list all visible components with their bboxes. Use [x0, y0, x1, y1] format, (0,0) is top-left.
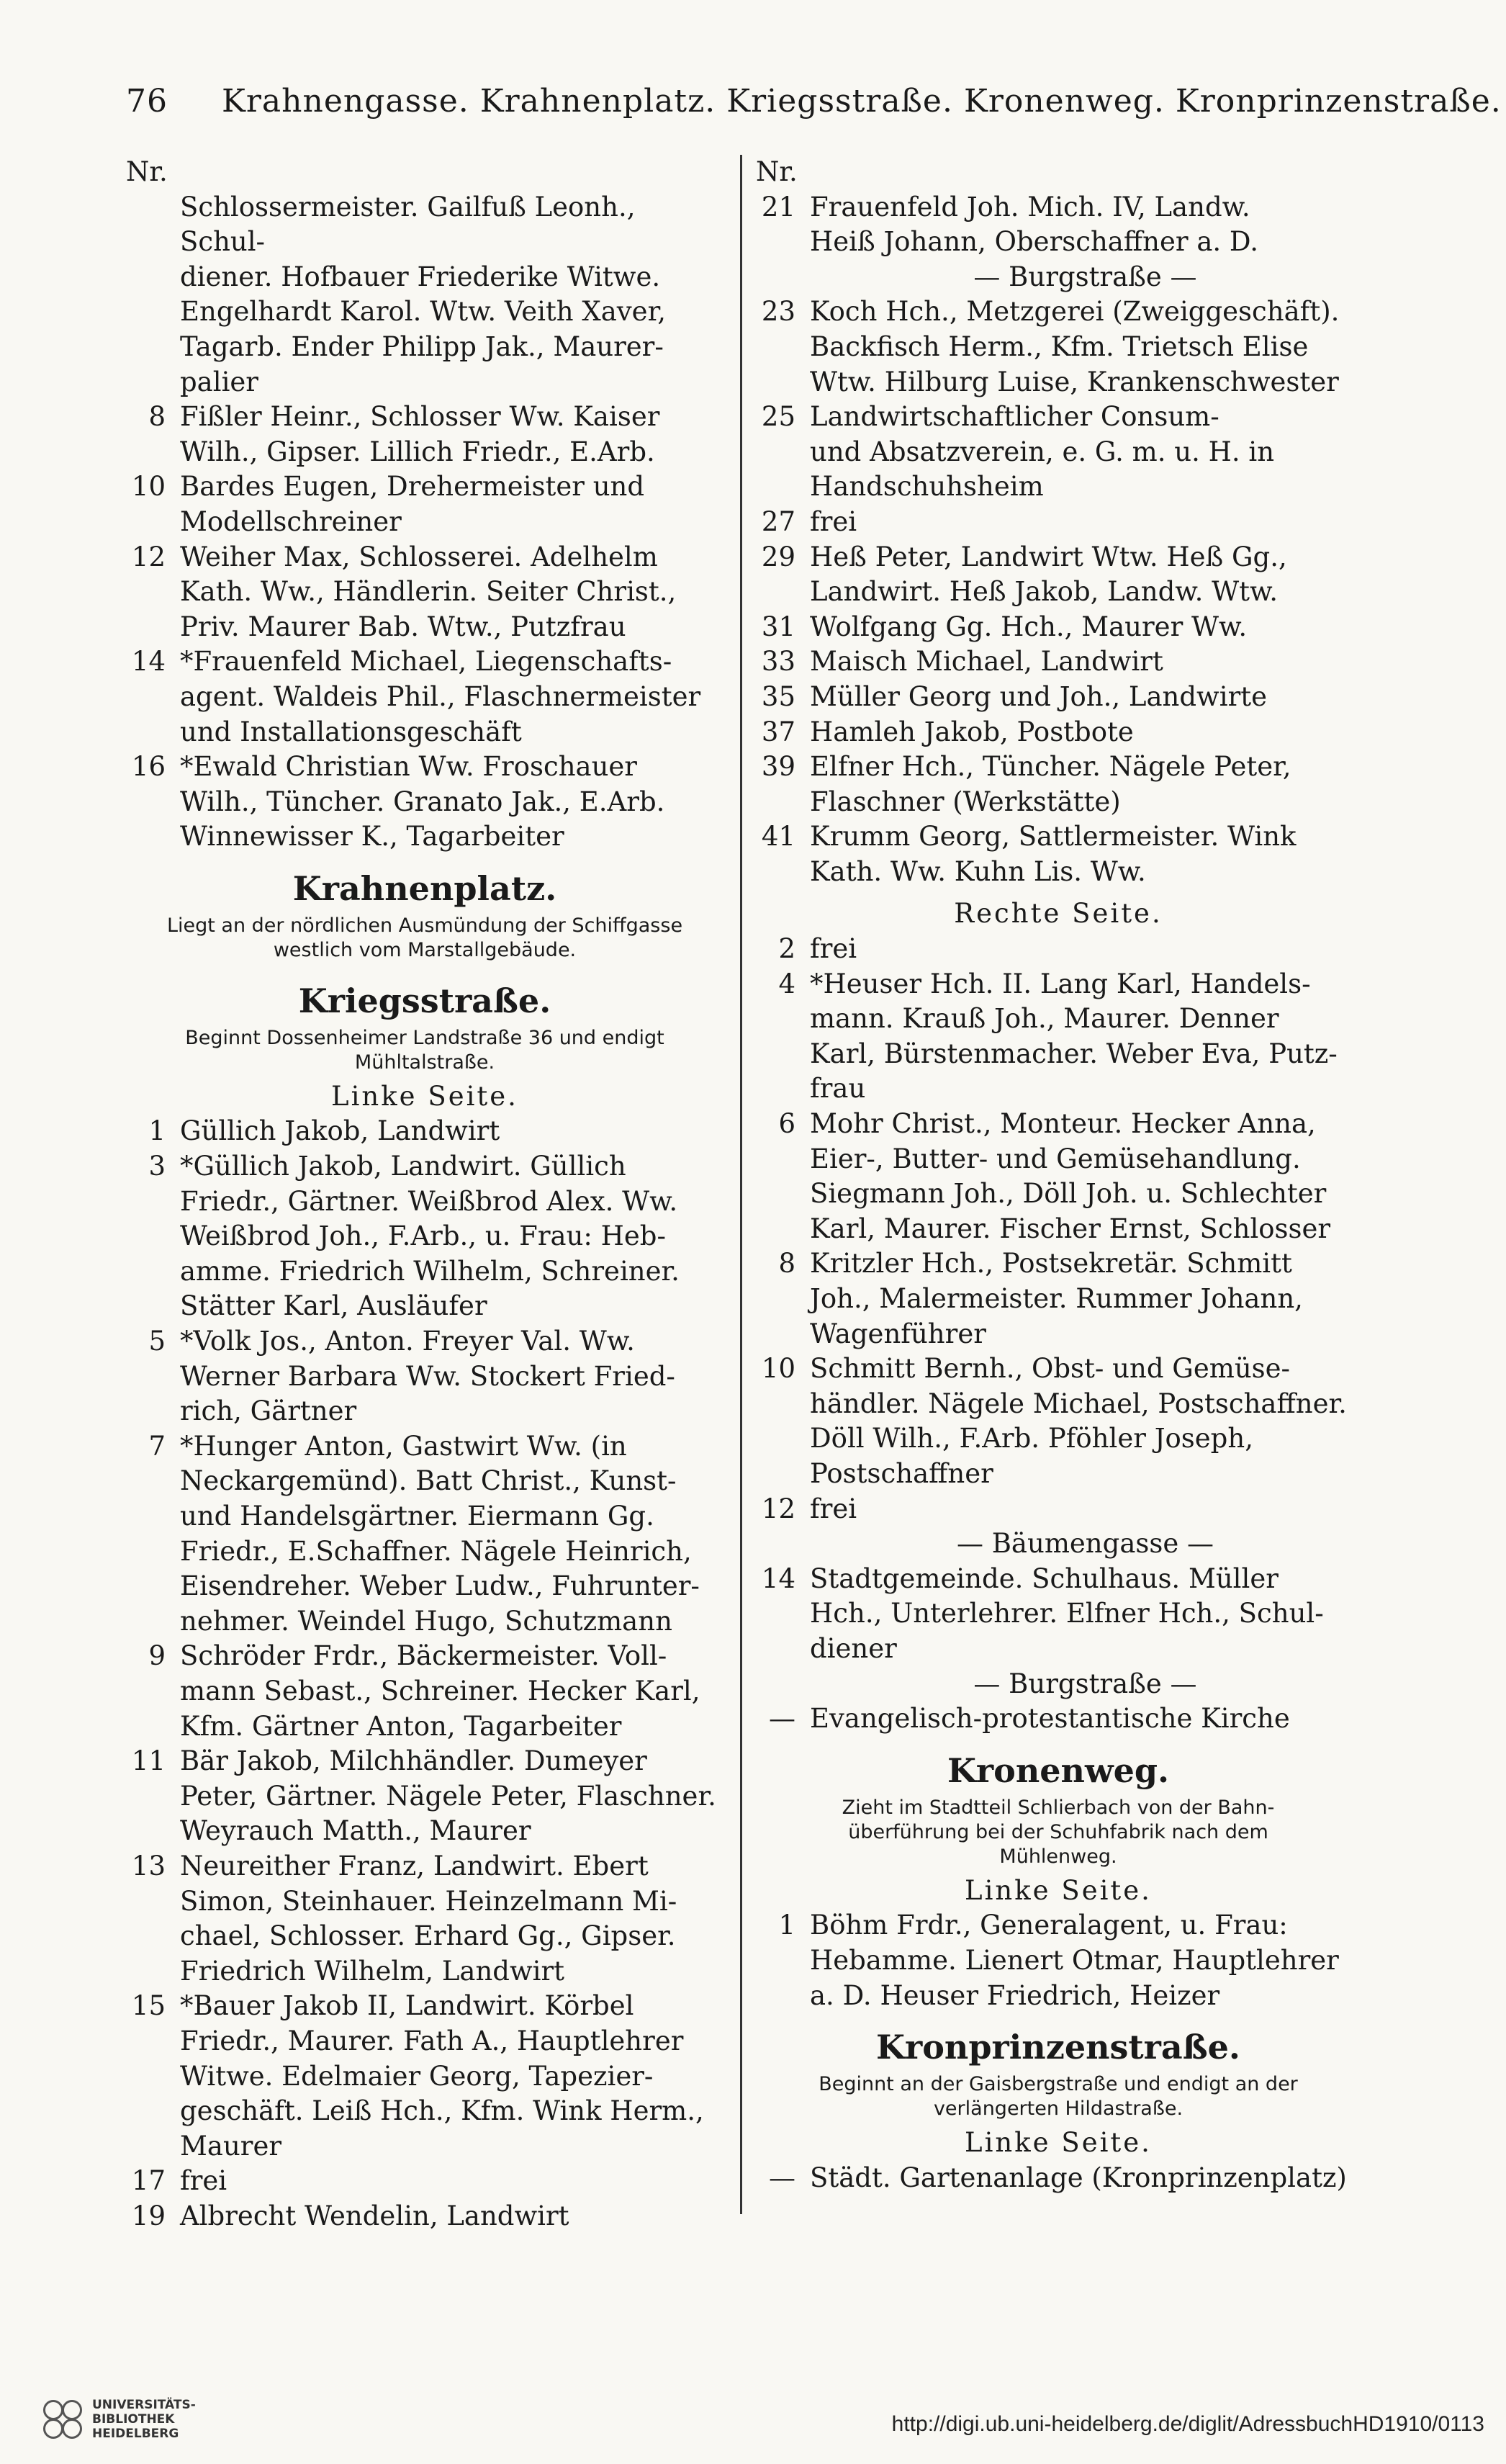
entry-text: Friedr., Maurer. Fath A., Hauptlehrer — [180, 2025, 684, 2056]
entry-line — [126, 1534, 723, 1570]
entry-text: Flaschner (Werkstätte) — [810, 786, 1121, 817]
krahnengasse-even-entries — [756, 932, 1361, 1737]
house-number: 31 — [761, 611, 795, 642]
entry-line — [756, 1002, 1361, 1037]
entry-line — [756, 330, 1361, 365]
entry-text: Wilh., Gipser. Lillich Friedr., E.Arb. — [180, 436, 655, 467]
house-number: 33 — [761, 646, 795, 678]
entry-line — [756, 1457, 1361, 1492]
entry-line — [126, 1464, 723, 1499]
entry-line — [126, 1849, 723, 1884]
entry-line — [756, 715, 1361, 750]
kronenweg-note: Zieht im Stadtteil Schlierbach von der Bahn- überführung bei der Schuhfabrik nach dem Mühlenweg. — [842, 1796, 1275, 1868]
entry-text: Maurer — [180, 2130, 282, 2162]
entry-line — [756, 1246, 1361, 1282]
entry-text: frei — [810, 933, 857, 965]
entry-text: Müller Georg und Joh., Landwirte — [810, 680, 1268, 712]
house-number: 37 — [761, 716, 795, 747]
entry-line — [756, 750, 1361, 785]
house-number: 1 — [778, 1910, 795, 1941]
entry-text: *Frauenfeld Michael, Liegenschafts- — [180, 646, 672, 678]
krahnengasse-odd-entries — [756, 190, 1361, 890]
entry-line — [126, 644, 723, 680]
entry-line — [756, 1071, 1361, 1107]
entry-text: Weyrauch Matth., Maurer — [180, 1815, 531, 1847]
entry-text: *Güllich Jakob, Landwirt. Güllich — [180, 1151, 626, 1182]
entry-text: Karl, Maurer. Fischer Ernst, Schlosser — [810, 1213, 1331, 1244]
entry-text: Tagarb. Ender Philipp Jak., Maurer- — [180, 331, 664, 362]
entry-text: Albrecht Wendelin, Landwirt — [180, 2200, 569, 2231]
entry-text: Koch Hch., Metzgerei (Zweiggeschäft). — [810, 296, 1340, 328]
entry-text: frei — [810, 505, 857, 537]
entry-line — [126, 2024, 723, 2059]
entry-text: Wtw. Hilburg Luise, Krankenschwester — [810, 366, 1339, 397]
entry-line — [756, 1632, 1361, 1667]
house-number: 8 — [778, 1248, 795, 1280]
entry-text: frei — [810, 1493, 857, 1524]
entry-text: Friedr., Gärtner. Weißbrod Alex. Ww. — [180, 1185, 678, 1217]
entry-text: *Volk Jos., Anton. Freyer Val. Ww. — [180, 1326, 635, 1357]
entry-line — [756, 400, 1361, 435]
entry-text: chael, Schlosser. Erhard Gg., Gipser. — [180, 1920, 676, 1952]
house-number: 9 — [148, 1640, 166, 1672]
entry-text: palier — [180, 366, 258, 397]
entry-text: Handschuhsheim — [810, 471, 1044, 503]
entry-line — [126, 1709, 723, 1745]
left-column — [126, 155, 723, 2234]
house-number: 11 — [131, 1745, 166, 1777]
entry-line — [126, 575, 723, 610]
house-number: 1 — [148, 1115, 166, 1147]
entry-text: Priv. Maurer Bab. Wtw., Putzfrau — [180, 611, 626, 642]
entry-text: Neckargemünd). Batt Christ., Kunst- — [180, 1465, 677, 1497]
kriegsstrasse-heading: Kriegsstraße. — [298, 981, 551, 1020]
entry-line — [756, 505, 1361, 540]
entry-text: Friedrich Wilhelm, Landwirt — [180, 1955, 565, 1987]
entry-text: Eier-, Butter- und Gemüsehandlung. — [810, 1143, 1301, 1174]
entry-line — [126, 1919, 723, 1954]
entry-text: Böhm Frdr., Generalagent, u. Frau: — [810, 1910, 1288, 1941]
entry-text: Werner Barbara Ww. Stockert Fried- — [180, 1360, 675, 1392]
entry-line — [126, 819, 723, 855]
entry-line — [126, 1394, 723, 1429]
entry-text: Winnewisser K., Tagarbeiter — [180, 821, 564, 853]
entry-line — [126, 2094, 723, 2129]
entry-text: Stadtgemeinde. Schulhaus. Müller — [810, 1563, 1279, 1594]
entry-line — [756, 785, 1361, 820]
entry-text: Landwirt. Heß Jakob, Landw. Wtw. — [810, 576, 1279, 608]
house-number: 27 — [761, 505, 795, 537]
entry-line — [126, 1779, 723, 1815]
entry-line — [756, 610, 1361, 645]
entry-text: Postschaffner — [810, 1457, 993, 1489]
entry-text: frei — [180, 2165, 227, 2197]
entry-line — [756, 1387, 1361, 1422]
house-number: 13 — [131, 1850, 166, 1881]
entry-line — [756, 190, 1361, 225]
entry-text: diener. Hofbauer Friederike Witwe. — [180, 261, 661, 292]
entry-line — [126, 680, 723, 715]
entry-text: Kfm. Gärtner Anton, Tagarbeiter — [180, 1710, 622, 1742]
nr-label: Nr. — [756, 156, 798, 187]
entry-line — [756, 644, 1361, 680]
entry-text: Peter, Gärtner. Nägele Peter, Flaschner. — [180, 1780, 716, 1812]
entry-text: Kritzler Hch., Postsekretär. Schmitt — [810, 1248, 1292, 1280]
entry-line — [756, 1177, 1361, 1212]
entry-line — [756, 819, 1361, 855]
entry-text: Maisch Michael, Landwirt — [810, 646, 1163, 678]
entry-text: und Absatzverein, e. G. m. u. H. in — [810, 436, 1275, 467]
entry-text: mann. Krauß Joh., Maurer. Denner — [810, 1003, 1279, 1035]
entry-text: Stätter Karl, Ausläufer — [180, 1290, 487, 1322]
entry-text: Döll Wilh., F.Arb. Pföhler Joseph, — [810, 1423, 1253, 1454]
entry-line — [126, 1814, 723, 1849]
entry-line — [756, 680, 1361, 715]
entry-line — [126, 1499, 723, 1534]
entry-text: Witwe. Edelmaier Georg, Tapezier- — [180, 2060, 654, 2092]
entry-line — [126, 469, 723, 505]
entry-line — [126, 260, 723, 295]
entry-line — [126, 2059, 723, 2095]
entry-line — [756, 294, 1361, 330]
entry-line — [126, 505, 723, 540]
entry-line — [756, 435, 1361, 470]
krahnenplatz-heading: Krahnenplatz. — [292, 868, 557, 908]
entry-line — [756, 967, 1361, 1002]
house-number: 2 — [778, 933, 795, 965]
entry-text: Fißler Heinr., Schlosser Ww. Kaiser — [180, 401, 660, 433]
kriegsstrasse-side-label: Linke Seite. — [331, 1080, 518, 1112]
entry-line — [126, 1324, 723, 1359]
entry-line — [126, 294, 723, 330]
entry-line — [756, 1701, 1361, 1737]
entry-text: a. D. Heuser Friedrich, Heizer — [810, 1979, 1220, 2011]
entry-line — [126, 1289, 723, 1324]
library-logo — [43, 2394, 216, 2445]
entry-line — [126, 1674, 723, 1709]
entry-line — [756, 575, 1361, 610]
entry-text: *Bauer Jakob II, Landwirt. Körbel — [180, 1990, 634, 2022]
entry-line — [756, 1492, 1361, 1527]
house-number: 14 — [131, 646, 166, 678]
house-number: — — [769, 2162, 795, 2193]
house-number: 12 — [761, 1493, 795, 1524]
nr-label: Nr. — [126, 156, 168, 187]
entry-line — [126, 1569, 723, 1604]
entry-text: Hebamme. Lienert Otmar, Hauptlehrer — [810, 1944, 1339, 1976]
entry-text: händler. Nägele Michael, Postschaffner. — [810, 1388, 1347, 1419]
entry-line — [756, 1562, 1361, 1597]
entry-text: Eisendreher. Weber Ludw., Fuhrunter- — [180, 1570, 700, 1602]
house-number: 10 — [761, 1353, 795, 1385]
krahnenplatz-note: Liegt an der nördlichen Ausmündung der Schiffgasse westlich vom Marstallgebäude. — [166, 914, 683, 961]
entry-line — [126, 190, 723, 260]
entry-line — [126, 785, 723, 820]
entry-line — [126, 1359, 723, 1395]
entry-line — [756, 1212, 1361, 1247]
entry-line — [126, 400, 723, 435]
entry-line — [756, 1282, 1361, 1317]
entry-line — [126, 1254, 723, 1290]
entry-text: Bardes Eugen, Drehermeister und — [180, 471, 645, 503]
page-number: 76 — [126, 83, 168, 120]
entry-text: nehmer. Weindel Hugo, Schutzmann — [180, 1605, 672, 1637]
entry-line — [756, 1908, 1361, 1943]
entry-line — [126, 610, 723, 645]
entry-line — [126, 365, 723, 400]
house-number: 5 — [148, 1326, 166, 1357]
entry-text: Simon, Steinhauer. Heinzelmann Mi- — [180, 1885, 677, 1917]
entry-text: Modellschreiner — [180, 505, 402, 537]
entry-line — [126, 1184, 723, 1220]
entry-text: mann Sebast., Schreiner. Hecker Karl, — [180, 1675, 700, 1707]
entry-line — [126, 540, 723, 575]
entry-text: diener — [810, 1632, 897, 1664]
house-number: 15 — [131, 1990, 166, 2022]
page-header — [126, 83, 1502, 120]
entry-text: Siegmann Joh., Döll Joh. u. Schlechter — [810, 1178, 1327, 1210]
entry-line — [126, 715, 723, 750]
entry-line — [756, 260, 1361, 295]
entry-text: frau — [810, 1073, 866, 1105]
entry-text: — Bäumengasse — — [956, 1528, 1214, 1560]
entry-line — [756, 1352, 1361, 1387]
entry-text: Hamleh Jakob, Postbote — [810, 716, 1134, 747]
entry-text: Backfisch Herm., Kfm. Trietsch Elise — [810, 331, 1309, 362]
entry-line — [126, 1954, 723, 1989]
entry-line — [756, 225, 1361, 260]
entry-line — [126, 2164, 723, 2199]
entry-line — [756, 1979, 1361, 2014]
entry-line — [126, 1989, 723, 2024]
entry-text: — Burgstraße — — [973, 261, 1197, 292]
entry-line — [126, 1429, 723, 1465]
entry-text: Engelhardt Karol. Wtw. Veith Xaver, — [180, 296, 666, 328]
entry-text: Heiß Johann, Oberschaffner a. D. — [810, 226, 1259, 258]
entry-line — [756, 1107, 1361, 1142]
entry-text: Schmitt Bernh., Obst- und Gemüse- — [810, 1353, 1291, 1385]
house-number: 3 — [148, 1151, 166, 1182]
kronenweg-side-label: Linke Seite. — [965, 1874, 1152, 1906]
kronenweg-entries — [756, 1908, 1361, 2013]
entry-text: amme. Friedrich Wilhelm, Schreiner. — [180, 1255, 680, 1287]
entry-line — [756, 1421, 1361, 1457]
entry-line — [126, 435, 723, 470]
house-number: 10 — [131, 471, 166, 503]
entry-text: — Burgstraße — — [973, 1668, 1197, 1699]
house-number: 35 — [761, 680, 795, 712]
house-number: 21 — [761, 191, 795, 222]
kronprinzenstrasse-side-label: Linke Seite. — [965, 2127, 1152, 2159]
entry-text: Wilh., Tüncher. Granato Jak., E.Arb. — [180, 786, 665, 817]
entry-text: Güllich Jakob, Landwirt — [180, 1115, 500, 1147]
kronprinzenstrasse-note: Beginnt an der Gaisbergstraße und endigt an der verlängerten Hildastraße. — [819, 2073, 1298, 2121]
entry-text: Weiher Max, Schlosserei. Adelhelm — [180, 541, 658, 572]
entry-text: und Installationsgeschäft — [180, 716, 522, 747]
entry-text: agent. Waldeis Phil., Flaschnermeister — [180, 680, 701, 712]
entry-text: Wolfgang Gg. Hch., Maurer Ww. — [810, 611, 1248, 642]
entry-line — [126, 2199, 723, 2234]
entry-text: Kath. Ww., Händlerin. Seiter Christ., — [180, 576, 677, 608]
entry-text: Städt. Gartenanlage (Kronprinzenplatz) — [810, 2162, 1347, 2193]
house-number: 25 — [761, 401, 795, 433]
entry-line — [126, 1149, 723, 1184]
entry-text: *Hunger Anton, Gastwirt Ww. (in — [180, 1430, 627, 1462]
entry-text: Joh., Malermeister. Rummer Johann, — [810, 1283, 1303, 1314]
entry-line — [756, 932, 1361, 967]
entry-text: Neureither Franz, Landwirt. Ebert — [180, 1850, 649, 1881]
house-number: 39 — [761, 751, 795, 783]
entry-text: und Handelsgärtner. Eiermann Gg. — [180, 1501, 654, 1532]
house-number: 23 — [761, 296, 795, 328]
house-number: 17 — [131, 2165, 166, 2197]
krahnengasse-entries — [126, 400, 723, 855]
kronenweg-heading: Kronenweg. — [947, 1750, 1170, 1790]
entry-line — [126, 1604, 723, 1640]
entry-line — [756, 2161, 1361, 2196]
house-number: 7 — [148, 1430, 166, 1462]
entry-line — [756, 855, 1361, 890]
entry-line — [756, 365, 1361, 400]
entry-text: Friedr., E.Schaffner. Nägele Heinrich, — [180, 1535, 692, 1567]
column-divider — [740, 155, 742, 2214]
house-number: 8 — [148, 401, 166, 433]
entry-text: Kath. Ww. Kuhn Lis. Ww. — [810, 855, 1146, 887]
house-number: 4 — [778, 968, 795, 999]
kriegsstrasse-note: Beginnt Dossenheimer Landstraße 36 und endigt Mühltalstraße. — [185, 1026, 664, 1074]
house-number: 29 — [761, 541, 795, 572]
entry-line — [126, 1219, 723, 1254]
entry-text: Bär Jakob, Milchhändler. Dumeyer — [180, 1745, 647, 1777]
entry-line — [756, 1596, 1361, 1632]
entry-text: Elfner Hch., Tüncher. Nägele Peter, — [810, 751, 1291, 783]
entry-text: Hch., Unterlehrer. Elfner Hch., Schul- — [810, 1598, 1324, 1629]
right-column — [756, 155, 1361, 2195]
entry-line — [756, 540, 1361, 575]
entry-text: Landwirtschaftlicher Consum- — [810, 401, 1219, 433]
entry-text: Mohr Christ., Monteur. Hecker Anna, — [810, 1108, 1316, 1140]
entry-line — [126, 1114, 723, 1149]
entry-text: Heß Peter, Landwirt Wtw. Heß Gg., — [810, 541, 1287, 572]
entry-line — [756, 1037, 1361, 1072]
intro-block — [126, 190, 723, 400]
library-logo-text: UNIVERSITÄTS- BIBLIOTHEK HEIDELBERG — [92, 2398, 196, 2441]
entry-line — [756, 1526, 1361, 1562]
house-number: 41 — [761, 821, 795, 853]
entry-text: Karl, Bürstenmacher. Weber Eva, Putz- — [810, 1038, 1338, 1069]
entry-text: Schröder Frdr., Bäckermeister. Voll- — [180, 1640, 667, 1672]
entry-text: *Ewald Christian Ww. Froschauer — [180, 751, 637, 783]
entry-line — [126, 1639, 723, 1674]
entry-line — [126, 1744, 723, 1779]
entry-line — [126, 330, 723, 365]
entry-text: Schlossermeister. Gailfuß Leonh., Schul- — [180, 191, 636, 258]
entry-line — [756, 1667, 1361, 1702]
house-number: 16 — [131, 751, 166, 783]
library-logo-icon — [43, 2400, 82, 2439]
entry-line — [756, 1317, 1361, 1352]
house-number: 19 — [131, 2200, 166, 2231]
entry-text: *Heuser Hch. II. Lang Karl, Handels- — [810, 968, 1311, 999]
entry-line — [756, 1943, 1361, 1979]
entry-text: geschäft. Leiß Hch., Kfm. Wink Herm., — [180, 2095, 704, 2127]
kronprinzenstrasse-entries — [756, 2161, 1361, 2196]
right-side-label: Rechte Seite. — [954, 898, 1163, 930]
house-number: 12 — [131, 541, 166, 572]
house-number: 6 — [778, 1108, 795, 1140]
house-number: — — [769, 1703, 795, 1735]
source-url[interactable]: http://digi.ub.uni-heidelberg.de/diglit/AdressbuchHD1910/0113 — [891, 2412, 1484, 2436]
entry-line — [126, 2129, 723, 2164]
entry-text: Evangelisch-protestantische Kirche — [810, 1703, 1290, 1735]
entry-text: Krumm Georg, Sattlermeister. Wink — [810, 821, 1297, 853]
entry-line — [756, 1142, 1361, 1177]
entry-text: Frauenfeld Joh. Mich. IV, Landw. — [810, 191, 1250, 222]
entry-text: Wagenführer — [810, 1318, 986, 1349]
page-title: Krahnengasse. Krahnenplatz. Kriegsstraße. Kronenweg. Kronprinzenstraße. — [222, 83, 1502, 120]
entry-line — [126, 750, 723, 785]
entry-line — [126, 1884, 723, 1920]
house-number: 14 — [761, 1563, 795, 1594]
entry-text: rich, Gärtner — [180, 1395, 357, 1427]
kriegsstrasse-entries — [126, 1114, 723, 2234]
kronprinzenstrasse-heading: Kronprinzenstraße. — [876, 2028, 1240, 2067]
entry-line — [756, 469, 1361, 505]
entry-text: Weißbrod Joh., F.Arb., u. Frau: Heb- — [180, 1220, 666, 1252]
